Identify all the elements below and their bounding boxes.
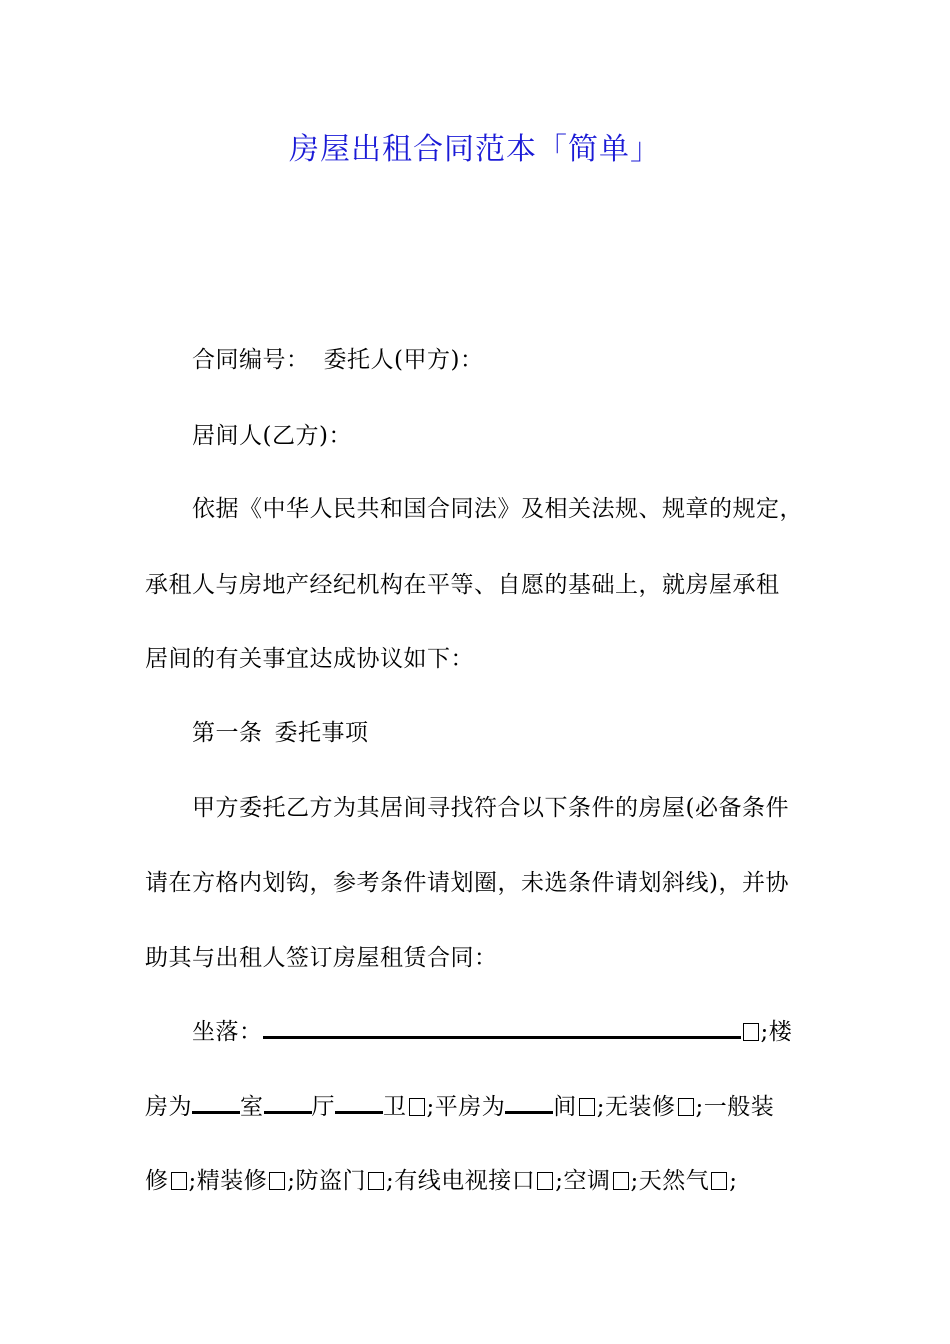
paragraph-line: 承租人与房地产经纪机构在平等、自愿的基础上，就房屋承租 [145, 572, 780, 598]
text-segment: 房为 [145, 1094, 192, 1120]
checkbox [409, 1098, 425, 1116]
checkbox [711, 1172, 727, 1190]
paragraph-line: 助其与出租人签订房屋租赁合同： [145, 945, 498, 971]
text-segment: 卫 [383, 1094, 407, 1120]
bedroom-count-blank [192, 1093, 240, 1114]
client-party-a-label: 委托人(甲方)： [323, 347, 484, 373]
checkbox [743, 1023, 759, 1041]
text-segment: ;空调 [555, 1168, 611, 1194]
checkbox [537, 1172, 553, 1190]
text-segment: ;无装修 [596, 1094, 676, 1120]
paragraph-line: 请在方格内划钩，参考条件请划圈，未选条件请划斜线)，并协 [145, 870, 789, 896]
livingroom-count-blank [264, 1093, 312, 1114]
text-segment: 室 [240, 1094, 264, 1120]
text-segment: ;一般装 [695, 1094, 775, 1120]
location-blank [263, 1018, 741, 1039]
article-number: 第一条 [192, 720, 263, 746]
location-suffix: ;楼 [760, 1019, 793, 1045]
article-heading [192, 717, 872, 749]
text-segment: 间 [553, 1094, 577, 1120]
checkbox [678, 1098, 694, 1116]
checkbox [269, 1172, 285, 1190]
paragraph-line: 甲方委托乙方为其居间寻找符合以下条件的房屋(必备条件 [192, 795, 789, 821]
text-segment: ;有线电视接口 [386, 1168, 536, 1194]
text-segment: ;天然气 [630, 1168, 710, 1194]
checkbox [579, 1098, 595, 1116]
paragraph-line: 居间的有关事宜达成协议如下： [145, 646, 474, 672]
text-segment: ;防盗门 [287, 1168, 366, 1194]
location-line [192, 1016, 872, 1048]
checkbox [171, 1172, 187, 1190]
text-segment: ;平房为 [426, 1094, 506, 1120]
article-title: 委托事项 [274, 720, 369, 746]
broker-party-b-line [192, 420, 872, 452]
checkbox [368, 1172, 384, 1190]
text-segment: 修 [145, 1168, 169, 1194]
contract-number-label: 合同编号： [192, 347, 310, 373]
bungalow-room-count-blank [505, 1093, 553, 1114]
room-spec-line [145, 1091, 825, 1123]
paragraph-line: 依据《中华人民共和国合同法》及相关法规、规章的规定， [192, 496, 803, 522]
checkbox [613, 1172, 629, 1190]
text-segment: 厅 [311, 1094, 335, 1120]
text-segment: ;精装修 [188, 1168, 268, 1194]
location-label: 坐落： [192, 1019, 263, 1045]
contract-number-line [192, 344, 872, 376]
amenities-line [145, 1165, 825, 1197]
document-title: 房屋出租合同范本「简单」 [289, 132, 661, 167]
text-segment: ; [729, 1168, 738, 1194]
broker-party-b-label: 居间人(乙方)： [192, 423, 352, 449]
bathroom-count-blank [335, 1093, 383, 1114]
